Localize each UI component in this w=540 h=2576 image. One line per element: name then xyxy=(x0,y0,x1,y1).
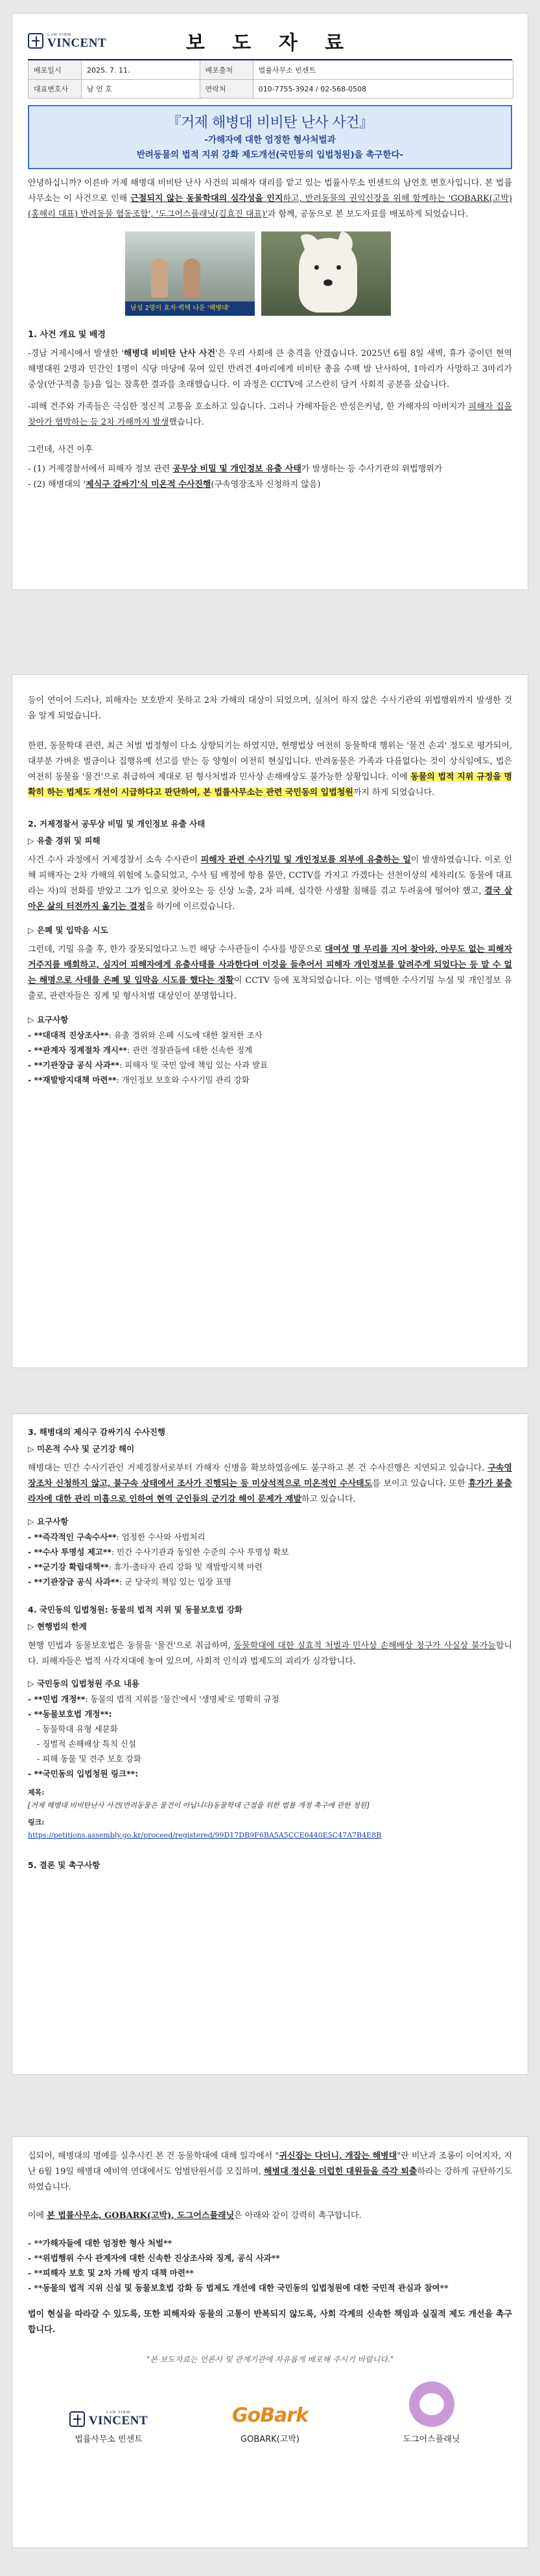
list-item: - **관계자 징계절차 개시**: 관련 경찰관들에 대한 신속한 징계 xyxy=(28,1045,253,1055)
meta-table xyxy=(28,60,513,99)
headline-box xyxy=(28,105,512,169)
section-2-para-2: 그런데, 기밀 유출 후, 한가 잘못되었다고 느낀 해당 수사관들이 수사를 방문으로 대여섯 명 무리를 지어 찾아와, 아무도 없는 피해자 거주지를 배회하고, 심지어 피해자에게 유출사태를 사과한다며 이것을 들추어서 피해자 개인정보를 알려주게 되었다는 등 말 수 없는 해명으로 사태를 은폐 및 입막음 시도를 했다는 정황이 CCTV 등에 포착되었습니다. 이는 명백한 수사기밀 누설 및 개인정보 유출로, 관련자들은 징계 및 형사처벌 대상인이 분명합니다. xyxy=(28,945,513,1001)
list-item: - **수사 투명성 제고**: 민간 수사기관과 동일한 수준의 수사 투명성 확보 xyxy=(28,1547,289,1557)
section-1-title: 1. 사건 개요 및 배경 xyxy=(28,330,106,340)
footer-vincent-name: 법률사무소 빈센트 xyxy=(75,2435,143,2444)
list-item: - **위법행위 수사 관계자에 대한 신속한 진상조사와 징계, 공식 사과** xyxy=(28,2253,280,2263)
footer-gobark xyxy=(212,2404,329,2444)
list-item: - **피해자 보호 및 2차 가해 방지 대책 마련** xyxy=(28,2268,194,2278)
list-item: - **가해자들에 대한 엄정한 형사 처벌** xyxy=(28,2238,172,2248)
meta-rep-value: 남 언 호 xyxy=(82,80,200,99)
section-5-title: 5. 결론 및 촉구사항 xyxy=(28,1860,100,1870)
section-3-sub-b: ▷ 요구사항 xyxy=(28,1517,69,1526)
footer-gobark-name: GOBARK(고박) xyxy=(241,2435,299,2444)
section-4-sub-b: ▷ 국민동의 입법청원 주요 내용 xyxy=(28,1679,139,1688)
section-4-para-1: 현행 민법과 동물보호법은 동물을 '물건'으로 취급하며, 동물학대에 대한 실효적 처벌과 민사상 손해배상 청구가 사실상 불가능합니다. 피해자들은 법적 사각지대에 놓여 있으며, 사회적 인식과 법제도의 괴리가 심각합니다. xyxy=(28,1641,512,1666)
list-item: - **기관장급 공식 사과**: 피해자 및 국민 앞에 책임 있는 사과 발표 xyxy=(28,1060,268,1070)
scales-icon xyxy=(69,2411,85,2427)
footer-dogearth xyxy=(373,2381,490,2444)
list-item: - **군기강 확립대책**: 휴가·출타자 관리 강화 및 재발방지책 마련 xyxy=(28,1562,263,1572)
section-2-sub-b: ▷ 은폐 및 입막음 시도 xyxy=(28,925,108,935)
section-1-para-2: -피해 견주와 가족들은 극심한 정신적 고통을 호소하고 있습니다. 그러나 가해자들은 반성은커녕, 한 가해자의 아버지가 피해자 집을 찾아가 협박하는 등 2차 가해까지 발생했습니다. xyxy=(28,402,512,427)
meta-contact-label: 연락처 xyxy=(200,80,253,99)
section-2-requests xyxy=(28,1028,512,1087)
list-item: - **동물보호법 개정**: xyxy=(28,1709,112,1719)
list-item: - **대대적 진상조사**: 유출 경위와 은폐 시도에 대한 철저한 조사 xyxy=(28,1030,263,1040)
logo-small-text: LAW FIRM xyxy=(47,32,72,37)
meta-rep-label: 대표변호사 xyxy=(29,80,82,99)
list-item: - **기관장급 공식 사과**: 군 당국의 책임 있는 입장 표명 xyxy=(28,1577,231,1587)
section-3-requests xyxy=(28,1530,512,1589)
list-item: - **동물의 법적 지위 신설 및 동물보호법 강화 등 법제도 개선에 대한 국민동의 입법청원에 대한 국민적 관심과 참여** xyxy=(28,2283,449,2293)
petition-link[interactable]: https://petitions.assembly.go.kr/proceed/registered/99D17DB9F6BA5A5CCE0440E5C47A7B4E8B xyxy=(28,1831,382,1839)
petition-link-label: 링크: xyxy=(28,1818,45,1826)
document-header xyxy=(28,23,512,60)
dog-earth-logo-icon xyxy=(409,2381,454,2427)
section-1-para-3: 그런데, 사건 이후 xyxy=(28,445,93,455)
footer-vincent: LAW FIRM VINCENT 법률사무소 빈센트 xyxy=(51,2411,167,2444)
section-2-sub-a: ▷ 유출 경위 및 피해 xyxy=(28,836,100,845)
document-title: 보 도 자 료 xyxy=(185,32,355,54)
page-2-para-2: 한편, 동물학대 관련, 최근 처벌 법정형이 다소 상향되기는 하였지만, 현행법상 여전히 동물학대 행위는 '물건 손괴' 정도로 평가되어, 대부분 가벼운 벌금이나 집행유예 선고를 받는 등 양형이 여전히 현실입니다. 반려동물은 가족과 다름없다는 것이 상식임에도, 법은 여전히 동물을 '물건'으로 취급하여 제대로 된 형사처벌과 민사상 손해배상도 불가능한 상황입니다. 이에 동물의 법적 지위 규정을 명확히 하는 법제도 개선이 시급하다고 판단하여, 본 법률사무소는 관련 국민동의 입법청원까지 하게 되었습니다. xyxy=(28,741,512,798)
footer-dogearth-name: 도그어스플래닛 xyxy=(403,2435,460,2444)
list-item: - (2) 해병대의 '제식구 감싸기'식 미온적 수사진행(구속영장조차 신청하지 않음) xyxy=(28,480,321,490)
meta-from-value: 법률사무소 빈센트 xyxy=(253,61,513,80)
page-2-para-1: 등이 연이어 드러나, 피해자는 보호받지 못하고 2차 가해의 대상이 되었으며, 실처어 하지 않은 수사기관의 위법행위까지 발생한 것을 알게 되었습니다. xyxy=(28,696,512,721)
page-4 xyxy=(12,2136,528,2548)
page-4-para-2: 이에 본 법률사무소, GOBARK(고박), 도그어스플래닛은 아래와 같이 강력히 촉구합니다. xyxy=(28,2211,362,2221)
section-2-para-1: 사건 수사 과정에서 거제경찰서 소속 수사관이 피해자 관련 수사기밀 및 개인정보를 외부에 유출하는 일이 발생하였습니다. 이로 인해 피해자는 2차 가해의 위험에 노출되었고, 수사 팀 배정에 항용 불만, CCTV를 가지고 가겠다는 선천이상의 세차리(도 동물에 대표라는 자)의 전화를 받았고 그가 입으로 찾아오는 등 신상 노출, 2차 피해, 심각한 사생활 침해를 겪고 두려움에 떨어야 했고, 결국 살아온 삶의 터전까지 옮기는 결정을 하기에 이르렀습니다. xyxy=(28,855,513,912)
page-1 xyxy=(12,13,528,590)
petition-note xyxy=(28,1786,512,1842)
list-item: - 동물학대 유형 세분화 xyxy=(37,1724,118,1734)
list-item: - **즉각적인 구속수사**: 엄정한 수사와 사법처리 xyxy=(28,1532,205,1542)
section-4-contents xyxy=(28,1692,512,1781)
section-3-para-1: 해병대는 민간 수사기관인 거제경찰서로부터 가해자 신병을 확보하였음에도 불구하고 본 건 수사진행은 지연되고 있습니다. 구속영장조차 신청하지 않고, 불구속 상태에서 조사가 진행되는 등 미상석적으로 미온적인 수사태도를 보이고 있습니다. 또한 휴가가 불출라자에 대한 관리 미흡으로 인하여 현역 군인들의 군기강 해이 문제가 재발하고 있습니다. xyxy=(28,1463,512,1504)
cctv-photo xyxy=(125,231,255,316)
logo-name: VINCENT xyxy=(47,36,107,50)
page-2 xyxy=(12,674,528,1368)
page-4-para-1: 십되어, 해병대의 명예를 실추시킨 본 건 동물학대에 대해 일각에서 "귀신잡는 다더니, 개잡는 해병대"란 비난과 조롱이 이어지자, 지난 6월 19일 해병대 예비역 연대에서도 엄벌탄원서를 모집하며, 해병대 정신을 더럽힌 대원들을 즉각 퇴출하라는 강하게 규탄하기도 하였습니다. xyxy=(28,2151,512,2192)
demands-list xyxy=(28,2236,512,2295)
headline-sub-1: -가해자에 대한 엄정한 형사처벌과 xyxy=(204,135,336,145)
scales-icon xyxy=(28,33,43,49)
petition-title-label: 제목: xyxy=(28,1788,45,1797)
section-3-title: 3. 해병대의 제식구 감싸기식 수사진행 xyxy=(28,1427,165,1437)
headline-title: 『거제 해병대 비비탄 난사 사건』 xyxy=(167,115,373,131)
intro-paragraph: 안녕하십니까? 이른바 거제 해병대 비비탄 난사 사건의 피해자 대리를 맡고 있는 법률사무소 빈센트의 남언호 변호사입니다. 본 법률사무소는 이 사건으로 인해 근절되지 않는 동물학대의 심각성을 인지하고, 반려동물의 권익신장을 위해 함께하는 'GOBARK(고박)(홍해리 대표) 반려동물 협동조합', '도그어스플래닛(김효진 대표)'과 함께, 공동으로 본 보도자료를 배포하게 되었습니다. xyxy=(28,178,512,219)
list-item: - (1) 거제경찰서에서 피해자 정보 관련 공무상 비밀 및 개인정보 유출 사태가 발생하는 등 수사기관의 위법행위가 xyxy=(28,464,443,474)
gobark-logo: GoBark xyxy=(231,2404,309,2427)
section-1-list xyxy=(28,462,512,493)
list-item: - **국민동의 입법청원 링크**: xyxy=(28,1769,139,1778)
page-4-para-3: 법이 현실을 따라갈 수 있도록, 또한 피해자와 동물의 고통이 반복되지 않도록, 사회 각계의 신속한 책임과 실질적 제도 개선을 촉구합니다. xyxy=(28,2310,512,2335)
footer-logos xyxy=(28,2381,512,2444)
headline-sub-2: 반려동물의 법적 지위 강화 제도개선(국민동의 입법청원)을 촉구한다- xyxy=(136,150,404,160)
meta-from-label: 배포출처 xyxy=(200,61,253,80)
distribution-note: "본 보도자료는 언론사 및 관계기관에 자유롭게 배포해 주시기 바랍니다." xyxy=(146,2355,394,2364)
meta-date-value: 2025. 7. 11. xyxy=(82,61,200,80)
section-3-sub-a: ▷ 미온적 수사 및 군기강 해이 xyxy=(28,1444,135,1454)
vincent-logo xyxy=(28,33,125,49)
section-4-title: 4. 국민동의 입법청원: 동물의 법적 지위 및 동물보호법 강화 xyxy=(28,1605,242,1614)
list-item: - **재발방지대책 마련**: 개인정보 보호와 수사기밀 관리 강화 xyxy=(28,1075,250,1085)
section-2-requests-title: ▷ 요구사항 xyxy=(28,1015,69,1024)
news-photos xyxy=(125,231,512,316)
section-2-title: 2. 거제경찰서 공무상 비밀 및 개인정보 유출 사태 xyxy=(28,819,205,829)
meta-date-label: 배포일시 xyxy=(29,61,82,80)
page-3 xyxy=(12,1413,528,2075)
list-item: - 피해 동물 및 견주 보호 강화 xyxy=(37,1754,141,1764)
meta-contact-value: 010-7755-3924 / 02-568-0508 xyxy=(253,80,513,99)
list-item: - **민법 개정**: 동물의 법적 지위를 '물건'에서 '생명체'로 명확히 규정 xyxy=(28,1694,279,1704)
cctv-photo-caption: 남성 2명이 효자·퀵택 나운 '해병대' xyxy=(125,301,255,316)
list-item: - 징벌적 손해배상 특칙 신설 xyxy=(37,1739,136,1749)
petition-title: [거제 해병대 비비탄난사 사건(반려동물은 물건이 아닙니다)동물학대 근절을 위한 법률 개정 촉구에 관한 청원] xyxy=(28,1801,370,1810)
section-4-sub-a: ▷ 현행법의 한계 xyxy=(28,1622,87,1631)
section-1-para-1: -경남 거제시에서 발생한 '해병대 비비탄 난사 사건'은 우리 사회에 큰 충격을 안겼습니다. 2025년 6월 8일 새벽, 휴가 중이던 현역 해병대원 2명과 민간인 1명이 식당 마당에 묶여 있던 반려견 4마리에게 비비탄 총을 수백 발 난사하여, 1마리가 사망하고 3마리가 중상(안구적출 등)을 입는 참혹한 결과를 초래했습니다. 이 과정은 CCTV에 고스란히 담겨 사회적 공분을 샀습니다. xyxy=(28,349,512,390)
dog-photo xyxy=(261,231,391,316)
